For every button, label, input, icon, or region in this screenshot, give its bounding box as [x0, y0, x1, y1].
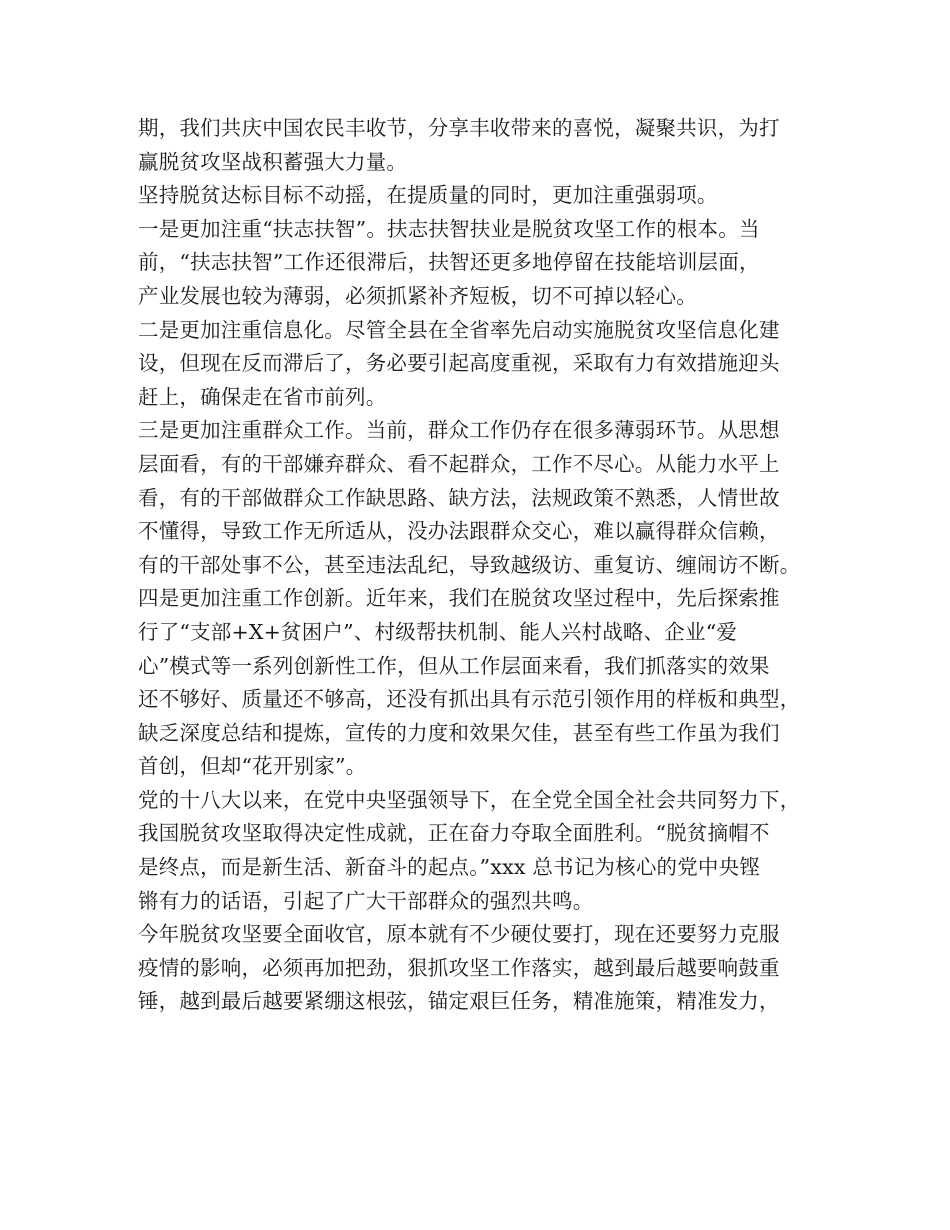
text-line: 锤，越到最后越要紧绷这根弦，锚定艰巨任务，精准施策，精准发力， — [138, 989, 780, 1014]
text-line: 是终点，而是新生活、新奋斗的起点。”xxx 总书记为核心的党中央铿 — [138, 855, 761, 880]
text-line: 疫情的影响，必须再加把劲，狠抓攻坚工作落实，越到最后越要响鼓重 — [138, 955, 780, 980]
text-line: 党的十八大以来，在党中央坚强领导下，在全党全国全社会共同努力下， — [138, 787, 801, 812]
text-line: 赢脱贫攻坚战积蓄强大力量。 — [138, 149, 408, 174]
text-line: 心”模式等一系列创新性工作，但从工作层面来看，我们抓落实的效果 — [138, 653, 770, 678]
text-line: 缺乏深度总结和提炼，宣传的力度和效果欠佳，甚至有些工作虽为我们 — [138, 720, 780, 745]
text-line: 四是更加注重工作创新。近年来，我们在脱贫攻坚过程中，先后探索推 — [138, 586, 780, 611]
text-line: 坚持脱贫达标目标不动摇，在提质量的同时，更加注重强弱项。 — [138, 183, 718, 208]
text-line: 看，有的干部做群众工作缺思路、缺方法，法规政策不熟悉，人情世故 — [138, 485, 780, 510]
text-line: 今年脱贫攻坚要全面收官，原本就有不少硬仗要打，现在还要努力克服 — [138, 922, 780, 947]
text-line: 还不够好、质量还不够高，还没有抓出具有示范引领作用的样板和典型， — [138, 687, 801, 712]
text-line: 二是更加注重信息化。尽管全县在全省率先启动实施脱贫攻坚信息化建 — [138, 317, 780, 342]
text-line: 不懂得，导致工作无所适从，没办法跟群众交心，难以赢得群众信赖， — [138, 519, 780, 544]
text-line: 三是更加注重群众工作。当前，群众工作仍存在很多薄弱环节。从思想 — [138, 418, 780, 443]
text-line: 我国脱贫攻坚取得决定性成就，正在奋力夺取全面胜利。“脱贫摘帽不 — [138, 821, 770, 846]
text-line: 有的干部处事不公，甚至违法乱纪，导致越级访、重复访、缠闹访不断。 — [138, 552, 801, 577]
text-line: 层面看，有的干部嫌弃群众、看不起群众，工作不尽心。从能力水平上 — [138, 451, 780, 476]
text-line: 首创，但却“花开别家”。 — [138, 754, 367, 779]
document-body — [138, 112, 828, 1019]
text-line: 产业发展也较为薄弱，必须抓紧补齐短板，切不可掉以轻心。 — [138, 283, 697, 308]
text-line: 期，我们共庆中国农民丰收节，分享丰收带来的喜悦，凝聚共识，为打 — [138, 116, 780, 140]
text-line: 锵有力的话语，引起了广大干部群众的强烈共鸣。 — [138, 888, 594, 913]
text-line: 设，但现在反而滞后了，务必要引起高度重视，采取有力有效措施迎头 — [138, 351, 780, 376]
text-line: 一是更加注重“扶志扶智”。扶志扶智扶业是脱贫攻坚工作的根本。当 — [138, 216, 760, 241]
text-line: 行了“支部+X+贫困户”、村级帮扶机制、能人兴村战略、企业“爱 — [138, 619, 738, 644]
text-line: 赶上，确保走在省市前列。 — [138, 384, 387, 409]
text-line: 前，“扶志扶智”工作还很滞后，扶智还更多地停留在技能培训层面， — [138, 250, 760, 275]
